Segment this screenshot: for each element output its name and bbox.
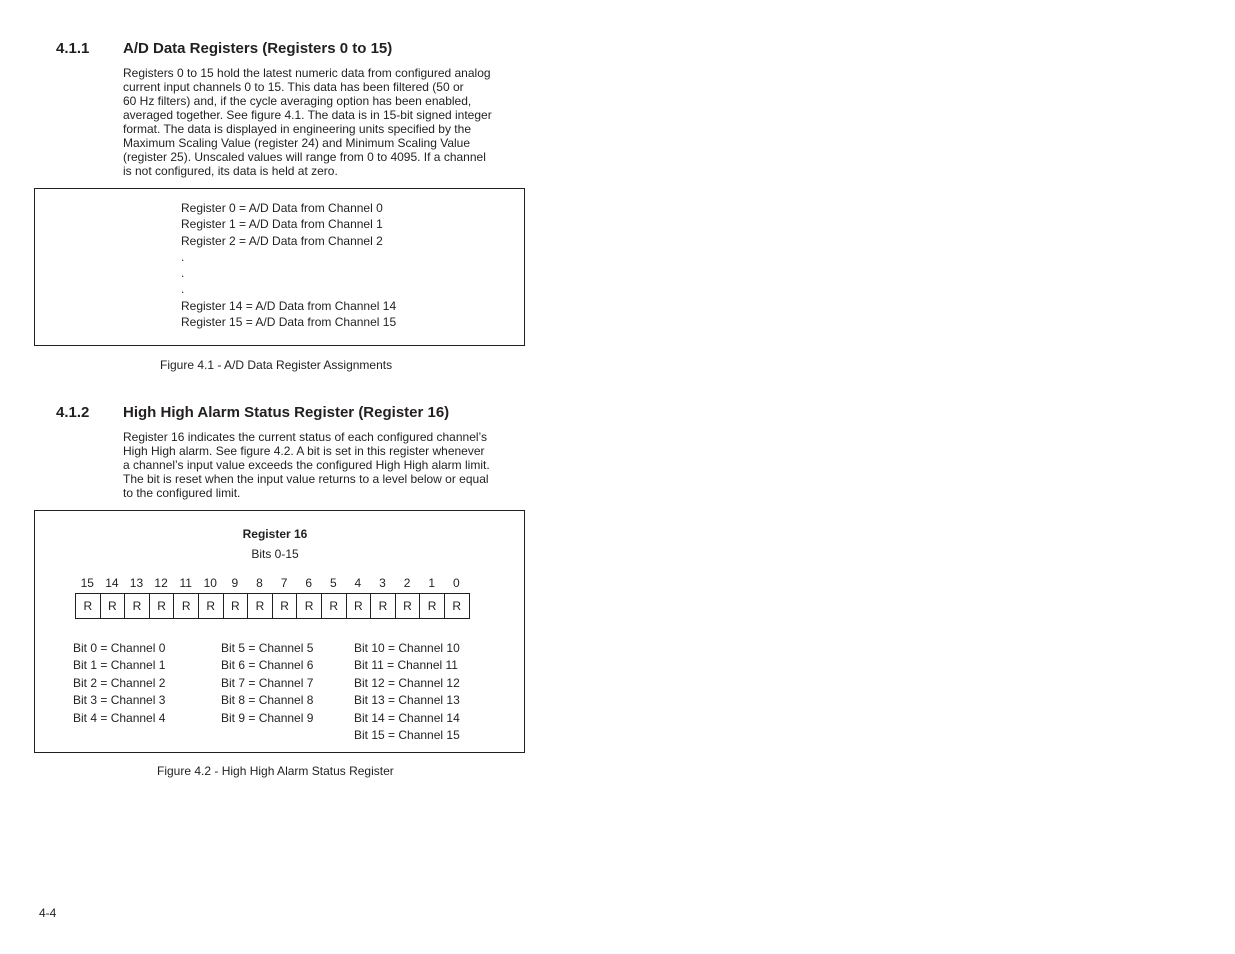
- bit-number-label: 3: [379, 576, 386, 590]
- bit-number-label: 6: [305, 576, 313, 590]
- section-number: 4.1.2: [56, 404, 90, 421]
- bit-cell: R: [174, 593, 199, 619]
- bit-legend-item: Bit 11 = Channel 11: [354, 658, 458, 673]
- bit-legend-item: Bit 5 = Channel 5: [221, 641, 314, 655]
- bit-legend-item: Bit 6 = Channel 6: [221, 658, 314, 673]
- bit-cell: R: [322, 593, 347, 619]
- paragraph-line: 60 Hz filters) and, if the cycle averaging option has been enabled,: [123, 94, 472, 108]
- bit-cell: R: [125, 593, 150, 619]
- register-line: Register 15 = A/D Data from Channel 15: [181, 315, 397, 330]
- ellipsis-dot: .: [181, 249, 185, 264]
- paragraph-line: (register 25). Unscaled values will range from 0 to 4095. If a channel: [123, 150, 486, 164]
- paragraph-line: format. The data is displayed in engineering units specified by the: [123, 122, 471, 136]
- register-line: Register 14 = A/D Data from Channel 14: [181, 298, 397, 313]
- figure-4-2-caption: Figure 4.2 - High High Alarm Status Register: [157, 764, 394, 778]
- bit-legend-item: Bit 2 = Channel 2: [73, 675, 166, 690]
- register-line: Register 0 = A/D Data from Channel 0: [181, 201, 383, 215]
- bit-legend-item: Bit 14 = Channel 14: [354, 710, 460, 725]
- figure-4-1-box: [34, 188, 525, 346]
- bit-number-label: 4: [354, 576, 362, 590]
- bit-cell: R: [297, 593, 322, 619]
- page-number: 4-4: [39, 906, 57, 920]
- bit-legend-column-2: [221, 640, 313, 727]
- section-title: High High Alarm Status Register (Register 16): [123, 404, 450, 421]
- bit-cell: R: [445, 593, 470, 619]
- bit-legend-item: Bit 1 = Channel 1: [73, 658, 166, 673]
- bit-legend-item: Bit 9 = Channel 9: [221, 710, 314, 725]
- paragraph-line: Register 16 indicates the current status of each configured channel’s: [123, 430, 487, 444]
- bit-number-label: 13: [129, 576, 144, 590]
- section-4-1-2-paragraph: [123, 430, 513, 500]
- bit-legend-item: Bit 15 = Channel 15: [354, 727, 460, 742]
- bit-cell: R: [371, 593, 396, 619]
- bit-legend-item: Bit 0 = Channel 0: [73, 641, 166, 655]
- bit-cell: R: [101, 593, 126, 619]
- register-title: Register 16: [242, 527, 308, 541]
- bit-legend-column-1: [73, 640, 165, 727]
- paragraph-line: to the configured limit.: [123, 486, 241, 500]
- bit-legend-item: Bit 4 = Channel 4: [73, 710, 166, 725]
- paragraph-line: Maximum Scaling Value (register 24) and Minimum Scaling Value: [123, 136, 471, 150]
- bit-legend-item: Bit 10 = Channel 10: [354, 641, 460, 655]
- bit-number-label: 5: [329, 576, 337, 590]
- bit-cell: R: [273, 593, 298, 619]
- bit-number-label: 9: [231, 576, 239, 590]
- bit-number-label: 11: [179, 576, 192, 590]
- paragraph-line: Registers 0 to 15 hold the latest numeric data from configured analog: [123, 66, 491, 80]
- register-line: Register 2 = A/D Data from Channel 2: [181, 233, 383, 248]
- bit-legend-item: Bit 13 = Channel 13: [354, 693, 460, 708]
- bit-number-label: 7: [280, 576, 288, 590]
- bit-number-row: [75, 576, 469, 592]
- register-subtitle: Bits 0-15: [251, 547, 299, 561]
- bit-number-label: 8: [256, 576, 263, 590]
- section-4-1-1-paragraph: [123, 66, 513, 178]
- figure-4-1-caption: Figure 4.1 - A/D Data Register Assignments: [160, 358, 393, 372]
- bit-number-label: 10: [203, 576, 217, 590]
- bit-number-label: 15: [80, 576, 94, 590]
- bit-cell: R: [150, 593, 175, 619]
- bit-cell: R: [420, 593, 445, 619]
- bit-number-label: 1: [428, 576, 436, 590]
- paragraph-line: averaged together. See figure 4.1. The data is in 15-bit signed integer: [123, 108, 492, 122]
- ellipsis-dot: .: [181, 282, 185, 297]
- bit-legend-item: Bit 12 = Channel 12: [354, 675, 460, 690]
- paragraph-line: is not configured, its data is held at zero.: [123, 164, 338, 178]
- bit-cell-row: [75, 593, 470, 619]
- bit-cell: R: [224, 593, 249, 619]
- register-assignment-list: [181, 200, 396, 330]
- paragraph-line: current input channels 0 to 15. This data has been filtered (50 or: [123, 80, 464, 94]
- bit-cell: R: [248, 593, 273, 619]
- paragraph-line: a channel’s input value exceeds the configured High High alarm limit.: [123, 458, 490, 472]
- bit-legend-item: Bit 7 = Channel 7: [221, 675, 314, 690]
- bit-legend-item: Bit 3 = Channel 3: [73, 693, 166, 708]
- bit-number-label: 12: [154, 576, 168, 590]
- bit-legend-item: Bit 8 = Channel 8: [221, 693, 314, 708]
- ellipsis-dot: .: [181, 266, 185, 281]
- bit-cell: R: [347, 593, 372, 619]
- register-line: Register 1 = A/D Data from Channel 1: [181, 217, 383, 232]
- bit-legend-column-3: [354, 640, 460, 744]
- bit-cell: R: [199, 593, 224, 619]
- bit-number-label: 0: [452, 576, 460, 590]
- bit-cell: R: [396, 593, 421, 619]
- bit-number-label: 2: [403, 576, 411, 590]
- bit-number-label: 14: [105, 576, 119, 590]
- paragraph-line: The bit is reset when the input value returns to a level below or equal: [123, 472, 489, 486]
- paragraph-line: High High alarm. See figure 4.2. A bit is set in this register whenever: [123, 444, 485, 458]
- figure-4-2-box: [34, 510, 525, 753]
- bit-cell: R: [76, 593, 101, 619]
- section-number: 4.1.1: [56, 40, 90, 57]
- section-title: A/D Data Registers (Registers 0 to 15): [123, 40, 393, 57]
